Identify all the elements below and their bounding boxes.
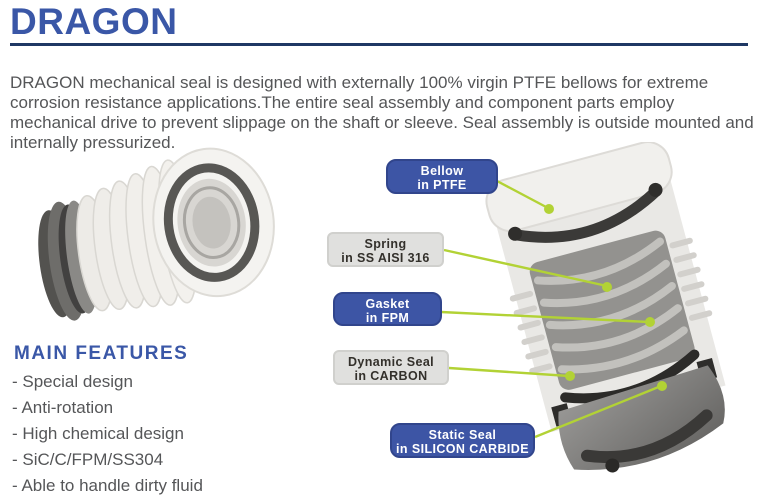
- feature-item: - Special design: [12, 372, 133, 391]
- callout-static-seal: [390, 423, 535, 458]
- feature-item: - High chemical design: [12, 424, 184, 443]
- page-title: DRAGON: [10, 1, 178, 42]
- callout-static-seal-name: Static Seal: [428, 428, 497, 442]
- callout-spring-name: Spring: [364, 237, 407, 251]
- callout-gasket-material: in FPM: [365, 311, 410, 325]
- callout-bellow-material: in PTFE: [417, 178, 467, 192]
- feature-item: - Anti-rotation: [12, 398, 114, 417]
- intro-paragraph: DRAGON mechanical seal is designed with externally 100% virgin PTFE bellows for extreme corrosion resistance applications.The entire seal assembly and component parts employ mechanical drive to prevent slippage on the shaft or sleeve. Seal assembly is outside mounted and internally pressurized.: [10, 73, 754, 152]
- callout-gasket: [333, 292, 442, 326]
- callout-dynamic-seal: [333, 350, 449, 385]
- callout-bellow: [386, 159, 498, 194]
- callout-spring: [327, 232, 444, 267]
- callout-dynamic-seal-name: Dynamic Seal: [347, 355, 435, 369]
- callout-static-seal-material: in SILICON CARBIDE: [396, 442, 529, 456]
- callout-spring-material: in SS AISI 316: [341, 251, 430, 265]
- main-features-list: [12, 369, 203, 499]
- feature-item: - SiC/C/FPM/SS304: [12, 450, 164, 469]
- seal-product-photo: [8, 144, 300, 344]
- callout-gasket-name: Gasket: [365, 297, 410, 311]
- callout-bellow-name: Bellow: [420, 164, 464, 178]
- callout-dynamic-seal-material: in CARBON: [354, 369, 428, 383]
- title-rule: [10, 43, 748, 46]
- feature-item: - Able to handle dirty fluid: [12, 476, 203, 495]
- main-features-heading: MAIN FEATURES: [14, 343, 189, 364]
